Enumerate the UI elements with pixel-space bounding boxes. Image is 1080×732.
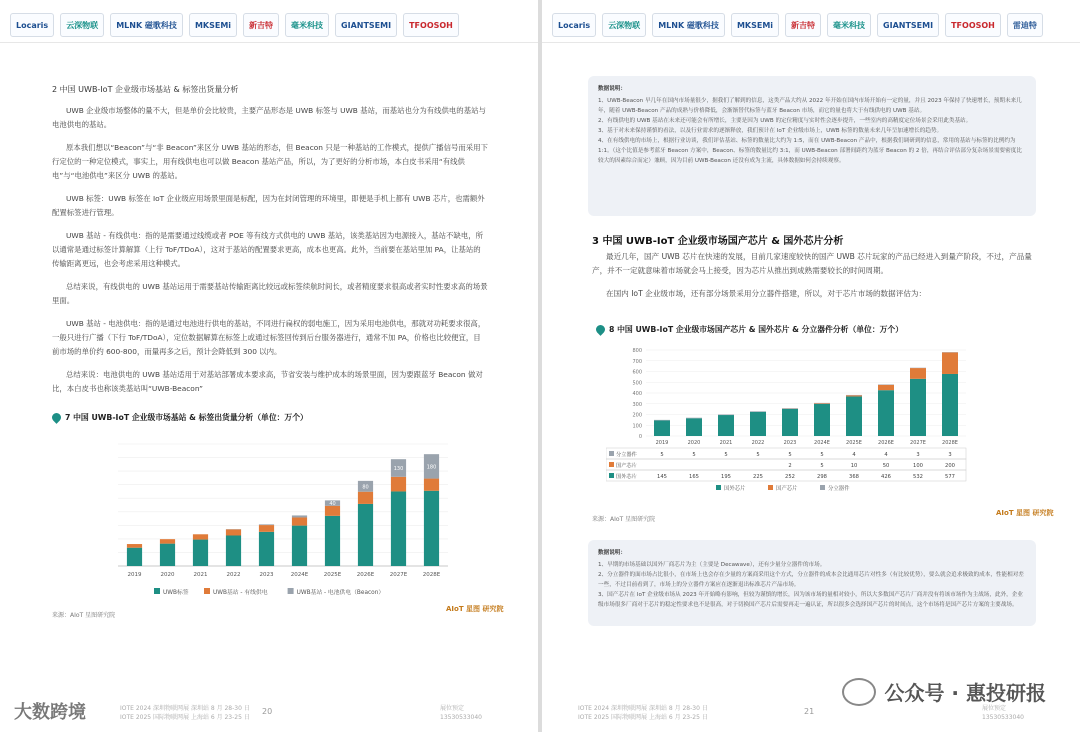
- footer-booth: 展位预定 13530533040: [440, 705, 482, 721]
- bar-segment: [358, 504, 373, 566]
- paragraph: 总结来说，有线供电的 UWB 基站运用于需要基站传输距离比较远或标签续航时间长，或者精度要求很高或者实时性要求高的场景里面。: [52, 282, 488, 305]
- chart-source: 来源：AIoT 星图研究院: [592, 516, 656, 523]
- page-right: [542, 0, 1080, 732]
- bar-segment: [750, 412, 766, 436]
- location-pin-icon: [50, 411, 63, 424]
- x-tick-label: 2027E: [389, 572, 408, 578]
- table-cell: 10: [850, 463, 858, 469]
- bar-segment: [391, 477, 406, 492]
- page-number: 20: [262, 707, 273, 716]
- table-cell: 5: [660, 452, 664, 458]
- x-tick-label: 2023: [783, 440, 797, 446]
- legend-label: 国外芯片: [724, 486, 746, 492]
- legend-swatch: [609, 451, 614, 456]
- bar-segment: [846, 395, 862, 396]
- bar-segment: [910, 368, 926, 379]
- bar-segment: [846, 396, 862, 436]
- bar-segment: [686, 418, 702, 419]
- x-tick-label: 2027E: [910, 440, 926, 446]
- y-tick-label: 100: [632, 423, 642, 430]
- bar-segment: [654, 420, 670, 421]
- footer-events: IOTE 2024 深圳物联网展 深圳站 8 月 28-30 日 IOTE 2025 国际物联网展 上海站 6 月 23-25 日: [578, 705, 708, 721]
- bar-segment: [424, 491, 439, 566]
- sponsor-logo: 毫米科技: [285, 13, 329, 37]
- table-cell: 5: [692, 452, 696, 458]
- y-tick-label: 400: [632, 391, 642, 397]
- paragraph: UWB 企业级市场整体的量不大，但是单价会比较贵，主要产品形态是 UWB 标签与 UWB 基站，而基站也分为有线供电的基站与电池供电的基站。: [52, 106, 486, 129]
- sponsor-logo: 新吉特: [785, 13, 821, 37]
- sponsor-logo: Locaris: [552, 13, 596, 37]
- brand-logo: AIoT 星图 研究院: [996, 509, 1054, 517]
- sponsor-logo: MKSEMi: [189, 13, 237, 37]
- legend-swatch: [609, 462, 614, 467]
- data-label: 40: [329, 501, 336, 508]
- brand-logo: AIoT 星图 研究院: [446, 605, 504, 613]
- bar-segment: [718, 415, 734, 416]
- table-cell: 225: [753, 474, 763, 480]
- y-tick-label: 800: [632, 348, 642, 354]
- table-cell: 2: [788, 463, 792, 469]
- bar-segment: [686, 418, 702, 436]
- table-row-label: 国外芯片: [616, 474, 637, 480]
- body-text: [52, 104, 488, 405]
- paragraph: UWB 标签：UWB 标签在 IoT 企业级应用场景里面是标配，因为在封闭管理的环境里，即便是手机上都有 UWB 芯片，也需额外配置标签进行管理。: [52, 194, 485, 217]
- sponsor-logo: MLNK 磁歌科技: [110, 13, 183, 37]
- sponsor-logo: Locaris: [10, 13, 54, 37]
- note-title: 数据说明：: [598, 550, 626, 556]
- note-item: 1、UWB-Beacon 早几年在国内市场量很少，据我们了解到的信息，这类产品大约从 2022 年开始在国内市场开始有一定的量，并且 2023 年保持了快速增长，预期未来几年，随着 UWB-Beacon 产品的成熟与价格降低，会渐渐替代标签与蓝牙 Beacon 市场，而它的量也将大于有线供电的 UWB 基站。: [598, 98, 1022, 114]
- table-cell: 5: [788, 452, 792, 458]
- bar-segment: [814, 403, 830, 404]
- bar-segment: [226, 536, 241, 567]
- bar-segment: [718, 415, 734, 436]
- table-cell: 368: [849, 474, 859, 480]
- sponsor-logo-bar: [0, 8, 538, 43]
- table-cell: 50: [882, 463, 890, 469]
- watermark-left: 大数跨境: [14, 702, 86, 723]
- bar-segment: [193, 540, 208, 566]
- bar-segment: [358, 492, 373, 504]
- page-number: 21: [804, 707, 815, 716]
- data-note-box: [588, 76, 1036, 216]
- data-label: 130: [393, 465, 404, 472]
- x-tick-label: 2025E: [846, 440, 862, 446]
- sponsor-logo: 毫米科技: [827, 13, 871, 37]
- note-title: 数据说明：: [598, 86, 626, 92]
- paragraph: 最近几年，国产 UWB 芯片在快速的发展，目前几家速度较快的国产 UWB 芯片玩家的产品已经进入到量产阶段，不过，产品量产，并不一定就意味着市场就会马上接受，因为芯片从推出到成熟需要较长的时间周期。: [592, 252, 1032, 275]
- sponsor-logo: TFOOSOH: [403, 13, 459, 37]
- bar-segment: [424, 479, 439, 491]
- table-row-label: 国产芯片: [616, 463, 637, 469]
- y-tick-label: 600: [632, 369, 642, 376]
- table-cell: 200: [945, 463, 955, 469]
- legend-label: 国产芯片: [776, 486, 798, 492]
- paragraph: UWB 基站 - 有线供电：指的是需要通过线缆或者 POE 等有线方式供电的 UWB 基站，该类基站因为电源接入，基站不缺电，所以通常是通过标签计算解算（上行 ToF/TDoA），这对于基站的配置要求更高，成本也更高。此外，当前要在基站里加 PA，让基站的传输距离更远，也会考虑采用这种模式。: [52, 231, 483, 268]
- bar-segment: [391, 491, 406, 566]
- note-item: 4、在有线供电的市场上，根据行业访谈，我们评估基站、标签的数量比大约为 1:5，而在 UWB-Beacon 产品中，根据我们调研到的信息，常用的基站与标签的比例约为 1:1。（这个比值是参考蓝牙 Beacon 方案中，Beacon、标签的数量比约 3:1，而 UWB-Beacon 部署间距约为蓝牙 Beacon 的 2 倍，再结合评估部分复杂场景需要密度比较大的因素综合而定）兼顾，因为目前 UWB-Beacon 还没有成为主流，具体数据如何会持续观察。: [598, 138, 1022, 164]
- legend-label: UWB基站 - 有线供电: [213, 590, 268, 596]
- chart-left: [70, 438, 470, 602]
- chart-title: [596, 324, 903, 335]
- chart-right: [606, 344, 986, 504]
- table-cell: 298: [817, 474, 827, 480]
- y-tick-label: 300: [632, 401, 642, 408]
- bar-segment: [782, 408, 798, 409]
- sponsor-logo-bar: [542, 8, 1080, 43]
- legend-swatch: [204, 588, 210, 594]
- table-cell: 5: [756, 452, 760, 458]
- table-cell: 5: [820, 452, 824, 458]
- chart-title-text: 7 中国 UWB-IoT 企业级市场基站 & 标签出货量分析（单位：万个）: [65, 413, 308, 422]
- bar-segment: [292, 526, 307, 566]
- bar-segment: [654, 420, 670, 436]
- table-cell: 3: [916, 452, 920, 458]
- legend-swatch: [154, 588, 160, 594]
- note-item: 1、早期的市场基础以国外厂商芯片为主（主要是 Decawave），还有少量分立器件的市场。: [598, 562, 826, 568]
- x-tick-label: 2019: [655, 440, 669, 446]
- sponsor-logo: 云深物联: [602, 13, 646, 37]
- y-tick-label: 700: [632, 358, 642, 365]
- bar-segment: [259, 524, 274, 525]
- x-tick-label: 2026E: [878, 440, 894, 446]
- note-item: 2、有线供电的 UWB 基站在未来还可能会有所增长，主要是因为 UWB 的定位精度与实时性会逐步提升，一些室内的高精度定位场景会采用此类基站。: [598, 118, 972, 124]
- legend-swatch: [768, 485, 773, 490]
- note-item: 3、基于对未来保持谨慎的看法，以及行业需求的逐渐释放，我们预计在 IoT 企业级市场上，UWB 标签的数量未来几年呈加速增长的趋势。: [598, 128, 943, 134]
- bar-segment: [259, 532, 274, 566]
- table-row-label: 分立器件: [616, 452, 637, 458]
- bar-segment: [814, 404, 830, 436]
- note-item: 2、分立器件的面市场占比很小，在市场上也会存在少量的方案商采用这个方式，分立器件的成本会比通用芯片对性多（有比较优势），要么就会追求极致的成本，性能相对差一些，不过目前看到了，市场上的分立器件方案应在逐渐退出标准芯片产品市场。: [598, 572, 1024, 588]
- bar-segment: [127, 544, 142, 548]
- page-left: [0, 0, 538, 732]
- x-tick-label: 2025E: [323, 572, 342, 578]
- legend-swatch: [716, 485, 721, 490]
- legend-label: UWB基站 - 电池供电（Beacon）: [296, 590, 385, 596]
- table-row: [606, 459, 966, 470]
- paragraph: 原本我们想以“Beacon”与“非 Beacon”来区分 UWB 基站的形态，但 Beacon 只是一种基站的工作模式，提供广播信号而采用下行定位的一种定位模式，事实上，用有线供电也可以做 Beacon 基站产品，所以，为了更好的分析市场，本白皮书采用“有线供电”与“电池供电”来区分 UWB 的基站。: [52, 143, 488, 180]
- sponsor-logo: GIANTSEMI: [335, 13, 397, 37]
- chart-source: 来源：AIoT 星图研究院: [52, 612, 116, 619]
- bar-segment: [814, 403, 830, 404]
- x-tick-label: 2019: [127, 572, 142, 578]
- table-cell: 100: [913, 463, 923, 469]
- data-label: 80: [362, 484, 369, 491]
- table-cell: 4: [852, 452, 856, 458]
- table-cell: 195: [721, 474, 731, 480]
- section-heading: 3 中国 UWB-IoT 企业级市场国产芯片 & 国外芯片分析: [592, 236, 844, 247]
- bar-segment: [910, 379, 926, 436]
- table-cell: 252: [785, 474, 795, 480]
- bar-segment: [127, 548, 142, 566]
- sponsor-logo: 新吉特: [243, 13, 279, 37]
- table-cell: 3: [948, 452, 952, 458]
- y-tick-label: 0: [638, 434, 642, 440]
- section-heading: 2 中国 UWB-IoT 企业级市场基站 & 标签出货量分析: [52, 85, 239, 94]
- x-tick-label: 2024E: [290, 572, 309, 578]
- footer-events: IOTE 2024 深圳物联网展 深圳站 8 月 28-30 日 IOTE 2025 国际物联网展 上海站 6 月 23-25 日: [120, 705, 250, 721]
- table-cell: 577: [945, 474, 955, 480]
- legend-swatch: [609, 473, 614, 478]
- footer-booth: 展位预定 13530533040: [982, 705, 1024, 721]
- x-tick-label: 2022: [226, 572, 241, 578]
- legend-label: 分立器件: [828, 486, 850, 492]
- wechat-icon: [842, 678, 876, 706]
- bar-segment: [292, 515, 307, 517]
- bar-segment: [259, 525, 274, 532]
- chart-title-text: 8 中国 UWB-IoT 企业级市场国产芯片 & 国外芯片 & 分立器件分析（单位：万个）: [609, 325, 904, 334]
- bar-segment: [942, 374, 958, 436]
- paragraph: 总结来说：电池供电的 UWB 基站适用于对基站部署成本要求高，节省安装与维护成本的场景里面，因为要跟蓝牙 Beacon 做对比，本白皮书也称该类基站叫“UWB-Beacon”: [52, 370, 483, 393]
- bar-segment: [160, 544, 175, 566]
- x-tick-label: 2021: [719, 440, 733, 446]
- location-pin-icon: [594, 323, 607, 336]
- table-cell: 4: [884, 452, 888, 458]
- x-tick-label: 2026E: [356, 572, 375, 578]
- x-tick-label: 2020: [687, 440, 701, 446]
- body-text: [592, 250, 1032, 310]
- watermark-text: 公众号 · 惠投研报: [884, 681, 1046, 705]
- y-tick-label: 500: [632, 380, 642, 387]
- x-tick-label: 2020: [160, 572, 175, 578]
- table-cell: 5: [724, 452, 728, 458]
- chart-title: [52, 412, 308, 423]
- x-tick-label: 2028E: [942, 440, 958, 446]
- sponsor-logo: MLNK 磁歌科技: [652, 13, 725, 37]
- paragraph: UWB 基站 - 电池供电：指的是通过电池进行供电的基站，不同进行扁权的弱电施工，因为采用电池供电，那就对功耗要求很高，一般只进行广播（下行 ToF/TDoA），定位数据解算在标签上或通过标签回传到后台服务器进行，通常不加 PA，价格也比较便宜，目前市场的单价约 600-800，而量再多之后，预计会降低到 300 以内。: [52, 319, 486, 356]
- bar-segment: [193, 534, 208, 539]
- sponsor-logo: 云深物联: [60, 13, 104, 37]
- bar-segment: [325, 516, 340, 566]
- paragraph: 在国内 IoT 企业级市场，还有部分场景采用分立器件搭建，所以，对于芯片市场的数据评估为：: [606, 289, 927, 298]
- legend-swatch: [288, 588, 294, 594]
- y-tick-label: 200: [632, 412, 642, 419]
- data-note-box: [588, 540, 1036, 626]
- bar-segment: [878, 385, 894, 390]
- sponsor-logo: TFOOSOH: [945, 13, 1001, 37]
- bar-segment: [878, 390, 894, 436]
- legend-swatch: [820, 485, 825, 490]
- table-cell: 426: [881, 474, 891, 480]
- bar-segment: [750, 411, 766, 412]
- bar-segment: [292, 517, 307, 525]
- table-cell: 532: [913, 474, 923, 480]
- x-tick-label: 2023: [259, 572, 274, 578]
- table-cell: 145: [657, 474, 667, 480]
- table-cell: 165: [689, 474, 699, 480]
- x-tick-label: 2024E: [814, 440, 830, 446]
- table-cell: 5: [820, 463, 824, 469]
- x-tick-label: 2028E: [422, 572, 441, 578]
- x-tick-label: 2022: [751, 440, 765, 446]
- x-tick-label: 2021: [193, 572, 208, 578]
- sponsor-logo: 雷迪特: [1007, 13, 1043, 37]
- sponsor-logo: GIANTSEMI: [877, 13, 939, 37]
- watermark-right: [842, 677, 1046, 706]
- legend-label: UWB标签: [163, 590, 189, 596]
- note-item: 3、国产芯片在 IoT 企业级市场从 2023 年开始略有影响，但较为谨慎的增长，因为该市场的量相对较小，所以大多数国产芯片厂商并没有将该市场作为主战场，此外，企业级市场很多厂商对于芯片的稳定性要求也不是很高，对于切换国产芯片后需要再走一遍认证，所以很多会选择国产芯片的时间点，这个市场将是国产芯片方案的主要战场。: [598, 592, 1023, 608]
- bar-segment: [942, 352, 958, 374]
- bar-segment: [325, 506, 340, 516]
- data-label: 180: [426, 464, 437, 471]
- bar-segment: [226, 529, 241, 535]
- bar-segment: [160, 539, 175, 543]
- bar-segment: [782, 409, 798, 436]
- sponsor-logo: MKSEMi: [731, 13, 779, 37]
